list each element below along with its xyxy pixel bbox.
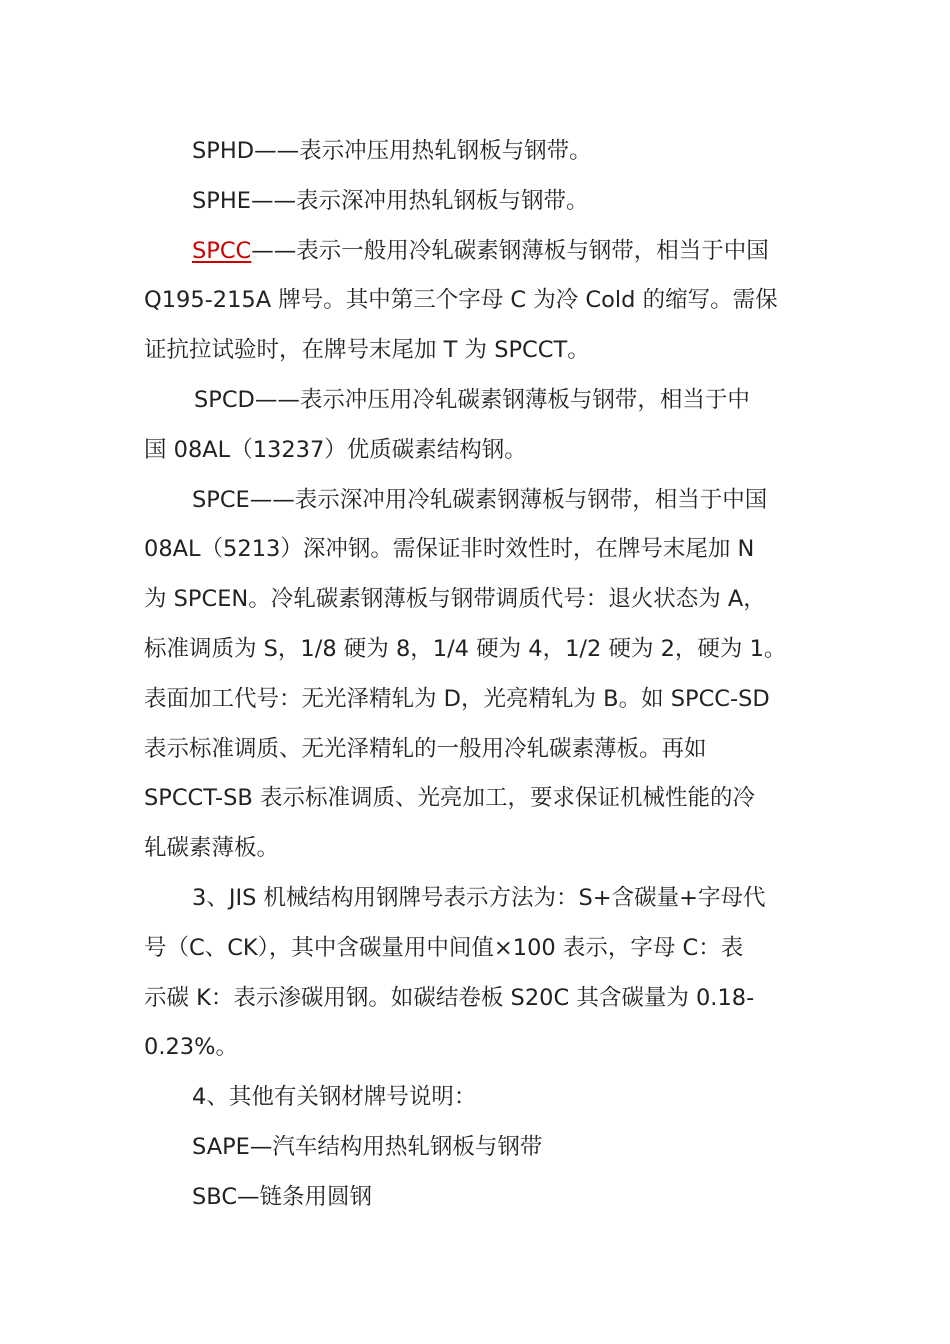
text-line: 表示标准调质、无光泽精轧的一般用冷轧碳素薄板。再如 bbox=[144, 735, 707, 762]
paragraph-spce bbox=[144, 476, 808, 874]
text-line: 4、其他有关钢材牌号说明： bbox=[192, 1084, 477, 1111]
paragraph-spcd bbox=[144, 376, 808, 476]
text-line: 号（C、CK），其中含碳量用中间值×100 表示，字母 C：表 bbox=[144, 934, 744, 961]
text-line: SPCD——表示冲压用冷轧碳素钢薄板与钢带，相当于中 bbox=[194, 386, 750, 413]
paragraph-sphd bbox=[144, 127, 808, 177]
text-line: 3、JIS 机械结构用钢牌号表示方法为：S+含碳量+字母代 bbox=[192, 884, 766, 911]
document-body bbox=[144, 127, 808, 1223]
text-line: SAPE—汽车结构用热轧钢板与钢带 bbox=[192, 1133, 543, 1160]
text-line: 为 SPCEN。冷轧碳素钢薄板与钢带调质代号：退火状态为 A， bbox=[144, 586, 766, 613]
paragraph-sbc bbox=[144, 1173, 808, 1223]
paragraph-sape bbox=[144, 1123, 808, 1173]
text-line: SBC—链条用圆钢 bbox=[192, 1183, 373, 1210]
paragraph-other bbox=[144, 1073, 808, 1123]
text-span: ——表示一般用冷轧碳素钢薄板与钢带，相当于中国 bbox=[251, 237, 769, 264]
text-line: 证抗拉试验时，在牌号末尾加 T 为 SPCCT。 bbox=[144, 337, 590, 364]
text-line: 08AL（5213）深冲钢。需保证非时效性时，在牌号末尾加 N bbox=[144, 536, 755, 563]
paragraph-spcc bbox=[144, 227, 808, 376]
paragraph-jis bbox=[144, 874, 808, 1073]
text-line: 标准调质为 S，1/8 硬为 8，1/4 硬为 4，1/2 硬为 2，硬为 1。 bbox=[144, 635, 787, 662]
text-line: 轧碳素薄板。 bbox=[144, 835, 280, 862]
spcc-link[interactable]: SPCC bbox=[192, 237, 252, 264]
text-line: SPHD——表示冲压用热轧钢板与钢带。 bbox=[192, 138, 592, 164]
text-line: Q195-215A 牌号。其中第三个字母 C 为冷 Cold 的缩写。需保 bbox=[144, 287, 778, 314]
text-line bbox=[144, 227, 808, 277]
text-line: 表面加工代号：无光泽精轧为 D，光亮精轧为 B。如 SPCC-SD bbox=[144, 685, 770, 712]
text-line: 国 08AL（13237）优质碳素结构钢。 bbox=[144, 436, 527, 463]
paragraph-sphe bbox=[144, 177, 808, 227]
text-line: SPCCT-SB 表示标准调质、光亮加工，要求保证机械性能的冷 bbox=[144, 785, 755, 812]
text-line: SPCE——表示深冲用冷轧碳素钢薄板与钢带，相当于中国 bbox=[192, 486, 768, 513]
text-line: SPHE——表示深冲用热轧钢板与钢带。 bbox=[192, 187, 589, 214]
text-line: 0.23%。 bbox=[144, 1034, 238, 1061]
text-line: 示碳 K：表示渗碳用钢。如碳结卷板 S20C 其含碳量为 0.18- bbox=[144, 984, 755, 1011]
